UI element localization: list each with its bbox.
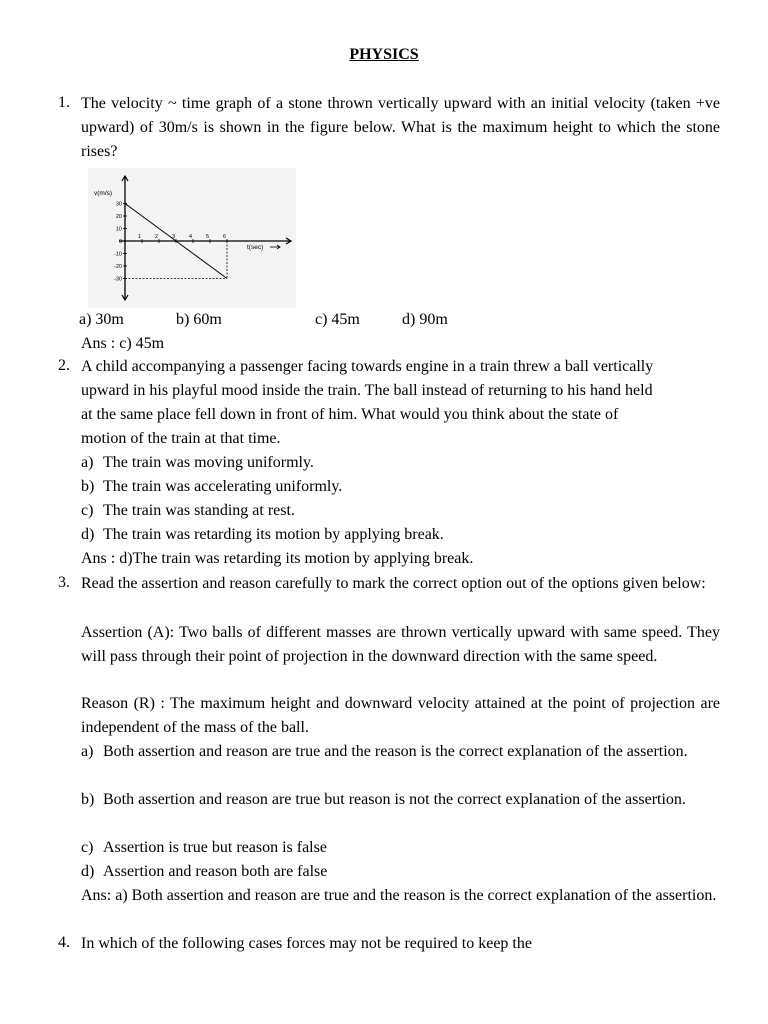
x-tick-label: 2 — [154, 234, 159, 240]
question-1-option-a: a) 30m — [79, 311, 124, 328]
option-label: a) — [81, 454, 94, 471]
question-1-option-b: b) 60m — [176, 311, 222, 328]
y-tick-label: 0 — [118, 239, 122, 245]
option-text: The train was accelerating uniformly. — [103, 478, 343, 495]
question-3-option-a — [81, 740, 720, 764]
question-2-option-c — [81, 499, 295, 523]
question-2-option-a — [81, 451, 314, 475]
option-text: Both assertion and reason are true and the reason is the correct explanation of the assertion. — [103, 743, 688, 760]
x-tick-label: 1 — [137, 234, 142, 240]
question-3-option-b — [81, 788, 720, 812]
y-tick-label: -30 — [114, 276, 122, 283]
y-tick-label: -20 — [114, 264, 122, 270]
question-2-number: 2. — [58, 357, 70, 374]
option-text: Assertion is true but reason is false — [103, 839, 327, 856]
velocity-time-graph — [88, 168, 296, 308]
option-label: a) — [81, 743, 94, 760]
question-4-text: In which of the following cases forces may not be required to keep the — [81, 935, 532, 952]
question-1-option-c: c) 45m — [315, 311, 360, 328]
question-2-text — [81, 355, 720, 451]
question-3-option-d — [81, 860, 327, 884]
question-1-number: 1. — [58, 94, 70, 111]
option-text: The train was standing at rest. — [103, 502, 295, 519]
question-2-line: motion of the train at that time. — [81, 430, 281, 447]
option-text: The train was retarding its motion by applying break. — [103, 526, 444, 543]
question-2-option-d — [81, 523, 444, 547]
velocity-time-graph-svg — [88, 168, 296, 308]
option-text: Both assertion and reason are true but reason is not the correct explanation of the assertion. — [103, 791, 686, 808]
option-text: The train was moving uniformly. — [103, 454, 314, 471]
x-tick-label: 3 — [171, 234, 176, 240]
question-2-option-b — [81, 475, 342, 499]
x-tick-label: 4 — [188, 234, 193, 240]
graph-xlabel: t(sec) — [247, 244, 264, 251]
question-3-option-c — [81, 836, 327, 860]
question-2-line: at the same place fell down in front of him. What would you think about the state of — [81, 406, 619, 423]
question-3-assertion: Assertion (A): Two balls of different masses are thrown vertically upward with same speed. They will pass through their point of projection in the downward direction with the same speed. — [81, 624, 720, 665]
option-label: c) — [81, 502, 94, 519]
option-text: Assertion and reason both are false — [103, 863, 328, 880]
y-tick-label: -10 — [114, 251, 122, 258]
option-label: c) — [81, 839, 94, 856]
question-3-reason: Reason (R) : The maximum height and downward velocity attained at the point of projection are independent of the mass of the ball. — [81, 695, 720, 736]
question-1-option-d: d) 90m — [402, 311, 448, 328]
question-3-number: 3. — [58, 574, 70, 591]
x-tick-label: 6 — [222, 234, 227, 240]
graph-ylabel: v(m/s) — [94, 190, 113, 197]
question-2-answer: Ans : d)The train was retarding its motion by applying break. — [81, 550, 474, 567]
option-label: d) — [81, 526, 95, 543]
question-3-answer: Ans: a) Both assertion and reason are true and the reason is the correct explanation of the assertion. — [81, 887, 717, 904]
question-3-intro: Read the assertion and reason carefully to mark the correct option out of the options given below: — [81, 575, 706, 592]
y-tick-label: 10 — [115, 226, 122, 233]
option-label: d) — [81, 863, 95, 880]
option-label: b) — [81, 478, 95, 495]
page-title: PHYSICS — [349, 46, 419, 63]
question-1-answer: Ans : c) 45m — [81, 335, 165, 352]
question-4-number: 4. — [58, 934, 70, 951]
y-tick-label: 20 — [115, 214, 122, 220]
y-tick-label: 30 — [115, 201, 122, 208]
x-tick-label: 5 — [205, 234, 210, 240]
option-label: b) — [81, 791, 95, 808]
question-1-text: The velocity ~ time graph of a stone thrown vertically upward with an initial velocity (taken +ve upward) of 30m/s is shown in the figure below. What is the maximum height to which the stone rises? — [81, 95, 720, 160]
question-2-line: A child accompanying a passenger facing towards engine in a train threw a ball vertically — [81, 358, 654, 375]
question-2-line: upward in his playful mood inside the train. The ball instead of returning to his hand held — [81, 382, 653, 399]
